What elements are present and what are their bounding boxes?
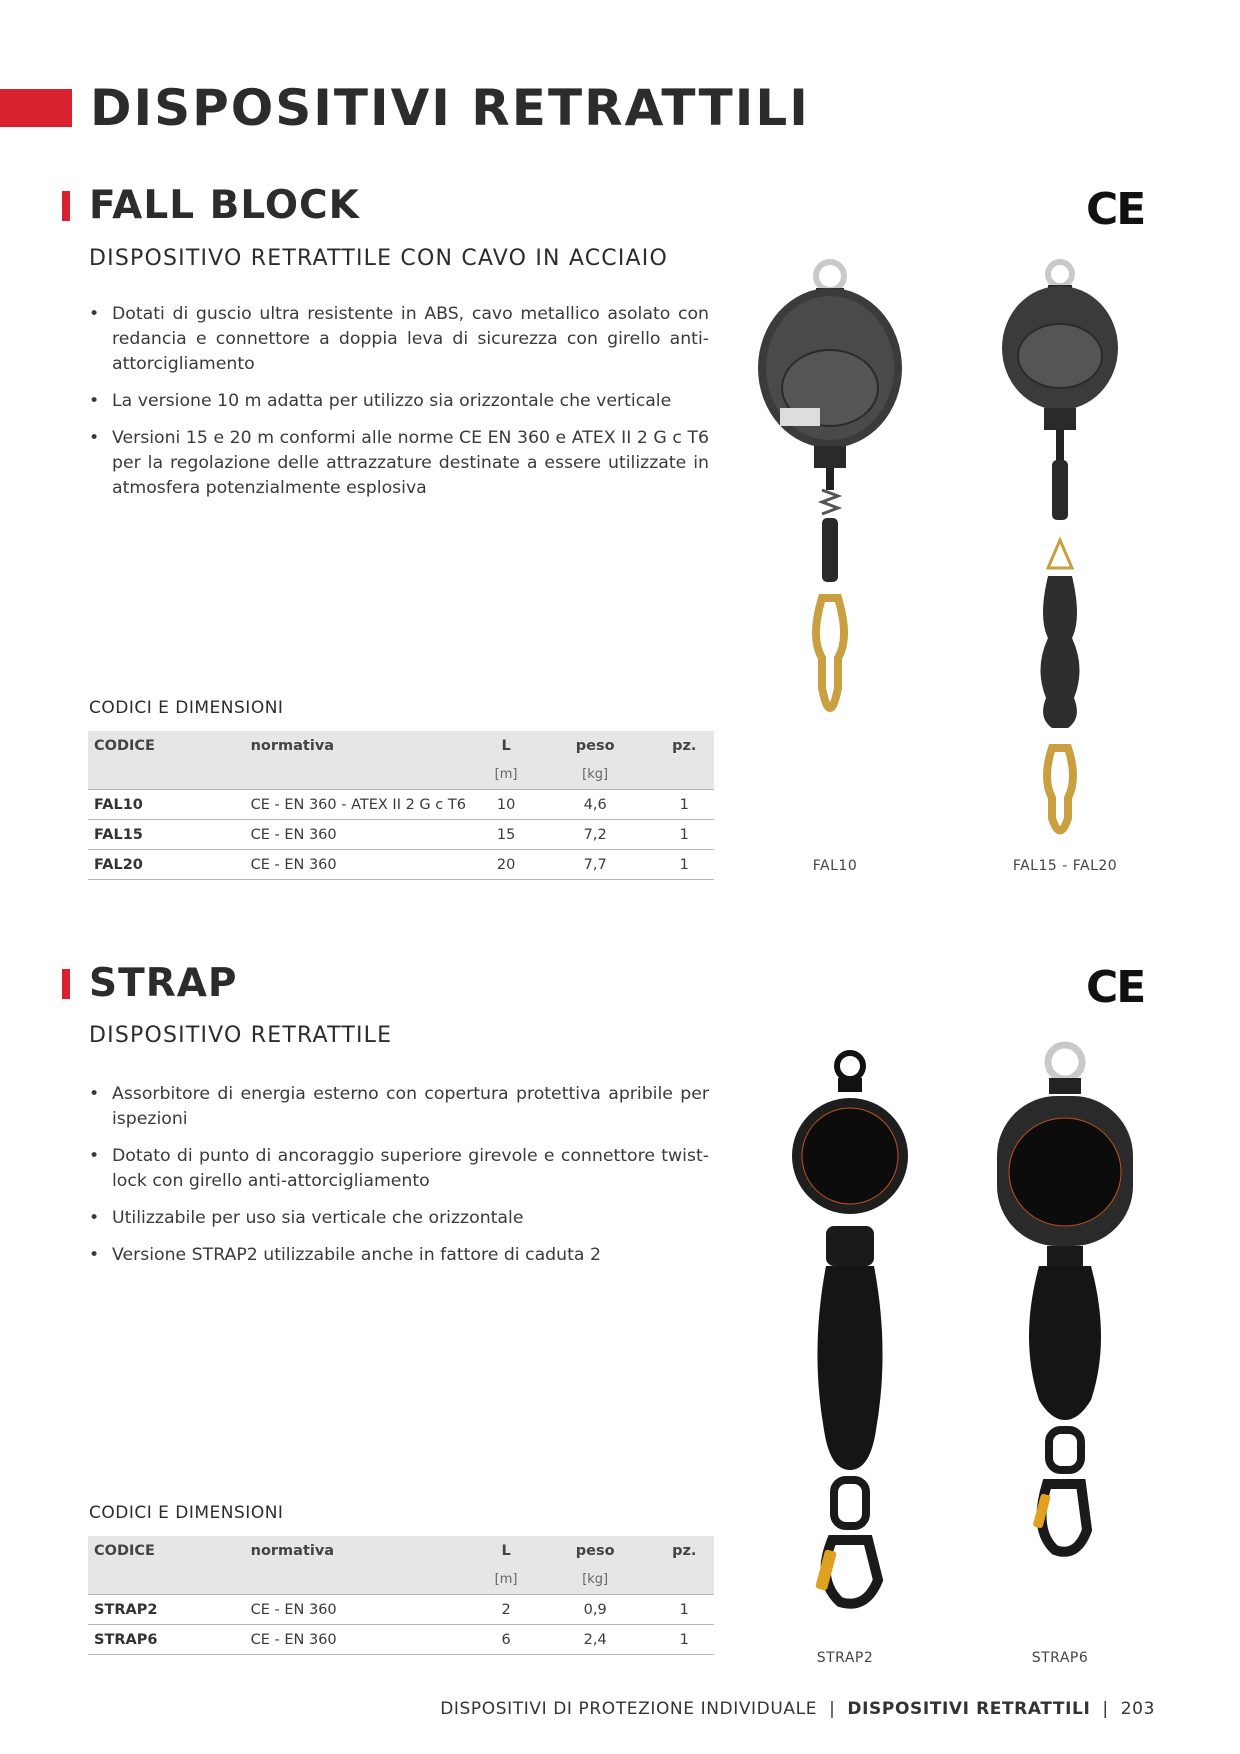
table-row — [88, 1595, 714, 1625]
image-caption: FAL10 — [812, 858, 858, 874]
column-header-length: L — [476, 731, 535, 760]
table-header-row — [88, 731, 714, 760]
cell-weight: 7,2 — [536, 820, 655, 850]
codes-table — [88, 731, 714, 880]
feature-list — [89, 1082, 709, 1280]
cell-length: 6 — [476, 1625, 535, 1655]
footer-chapter: DISPOSITIVI RETRATTILI — [847, 1699, 1091, 1719]
cell-standard: CE - EN 360 — [245, 1595, 477, 1625]
product-image-fal10 — [750, 258, 910, 748]
column-header-pieces: pz. — [655, 731, 714, 760]
column-header-weight: peso — [536, 731, 655, 760]
image-caption: FAL15 - FAL20 — [1012, 858, 1118, 874]
cell-length: 20 — [476, 850, 535, 880]
table-row — [88, 850, 714, 880]
feature-item: • La versione 10 m adatta per utilizzo sia orizzontale che verticale — [89, 389, 709, 414]
product-image-strap6 — [985, 1040, 1145, 1600]
cell-code: FAL10 — [88, 790, 245, 820]
cell-pieces: 1 — [655, 790, 714, 820]
cell-length: 15 — [476, 820, 535, 850]
cell-weight: 2,4 — [536, 1625, 655, 1655]
section-marker — [62, 191, 70, 221]
footer-section: DISPOSITIVI DI PROTEZIONE INDIVIDUALE — [440, 1699, 818, 1719]
column-header-standard: normativa — [245, 731, 477, 760]
feature-list — [89, 302, 709, 513]
cell-standard: CE - EN 360 — [245, 1625, 477, 1655]
cell-length: 10 — [476, 790, 535, 820]
cell-standard: CE - EN 360 — [245, 850, 477, 880]
cell-pieces: 1 — [655, 850, 714, 880]
footer-separator: | — [829, 1699, 836, 1719]
page-footer — [440, 1699, 1155, 1719]
cell-weight: 4,6 — [536, 790, 655, 820]
unit-weight: [kg] — [536, 760, 655, 790]
unit-cell — [88, 1565, 245, 1595]
cell-length: 2 — [476, 1595, 535, 1625]
feature-item: • Assorbitore di energia esterno con copertura protettiva apribile per ispezioni — [89, 1082, 709, 1132]
page-number: 203 — [1120, 1699, 1155, 1719]
image-caption: STRAP6 — [1031, 1650, 1089, 1666]
feature-item: • Dotato di punto di ancoraggio superiore girevole e connettore twist-lock con girello anti-attorcigliamento — [89, 1144, 709, 1194]
column-header-code: CODICE — [88, 1536, 245, 1565]
image-caption: STRAP2 — [816, 1650, 874, 1666]
product-image-fal15-fal20 — [990, 258, 1130, 838]
table-units-row — [88, 1565, 714, 1595]
table-header-row — [88, 1536, 714, 1565]
table-row — [88, 820, 714, 850]
table-row — [88, 790, 714, 820]
unit-length: [m] — [476, 760, 535, 790]
section-title-strap: STRAP — [89, 961, 238, 1006]
cell-pieces: 1 — [655, 1625, 714, 1655]
page-title: DISPOSITIVI RETRATTILI — [90, 79, 810, 137]
section-title-fall-block: FALL BLOCK — [89, 183, 360, 228]
feature-item: • Dotati di guscio ultra resistente in ABS, cavo metallico asolato con redancia e connettore a doppia leva di sicurezza con girello anti-attorcigliamento — [89, 302, 709, 377]
cell-standard: CE - EN 360 - ATEX II 2 G c T6 — [245, 790, 477, 820]
table-row — [88, 1625, 714, 1655]
feature-item: • Versioni 15 e 20 m conformi alle norme CE EN 360 e ATEX II 2 G c T6 per la regolazione delle attrazzature destinate a essere utilizzate in atmosfera potenzialmente esplosiva — [89, 426, 709, 501]
unit-cell — [245, 760, 477, 790]
unit-weight: [kg] — [536, 1565, 655, 1595]
column-header-code: CODICE — [88, 731, 245, 760]
cell-weight: 0,9 — [536, 1595, 655, 1625]
codes-dimensions-label: CODICI E DIMENSIONI — [89, 1503, 284, 1523]
codes-table — [88, 1536, 714, 1655]
cell-weight: 7,7 — [536, 850, 655, 880]
feature-item: • Versione STRAP2 utilizzabile anche in fattore di caduta 2 — [89, 1243, 709, 1268]
section-subtitle: DISPOSITIVO RETRATTILE — [89, 1023, 393, 1048]
product-image-strap2 — [770, 1050, 930, 1610]
cell-standard: CE - EN 360 — [245, 820, 477, 850]
feature-item: • Utilizzabile per uso sia verticale che orizzontale — [89, 1206, 709, 1231]
ce-mark-icon: CE — [1086, 962, 1145, 1013]
column-header-pieces: pz. — [655, 1536, 714, 1565]
cell-code: FAL15 — [88, 820, 245, 850]
codes-dimensions-label: CODICI E DIMENSIONI — [89, 698, 284, 718]
ce-mark-icon: CE — [1086, 184, 1145, 235]
section-marker — [62, 969, 70, 999]
table-units-row — [88, 760, 714, 790]
header-accent-bar — [0, 89, 72, 127]
unit-cell — [655, 760, 714, 790]
column-header-weight: peso — [536, 1536, 655, 1565]
column-header-standard: normativa — [245, 1536, 477, 1565]
unit-cell — [655, 1565, 714, 1595]
footer-separator: | — [1102, 1699, 1109, 1719]
unit-cell — [245, 1565, 477, 1595]
unit-cell — [88, 760, 245, 790]
column-header-length: L — [476, 1536, 535, 1565]
cell-pieces: 1 — [655, 820, 714, 850]
cell-code: FAL20 — [88, 850, 245, 880]
cell-code: STRAP2 — [88, 1595, 245, 1625]
cell-code: STRAP6 — [88, 1625, 245, 1655]
section-subtitle: DISPOSITIVO RETRATTILE CON CAVO IN ACCIAIO — [89, 246, 668, 271]
cell-pieces: 1 — [655, 1595, 714, 1625]
unit-length: [m] — [476, 1565, 535, 1595]
